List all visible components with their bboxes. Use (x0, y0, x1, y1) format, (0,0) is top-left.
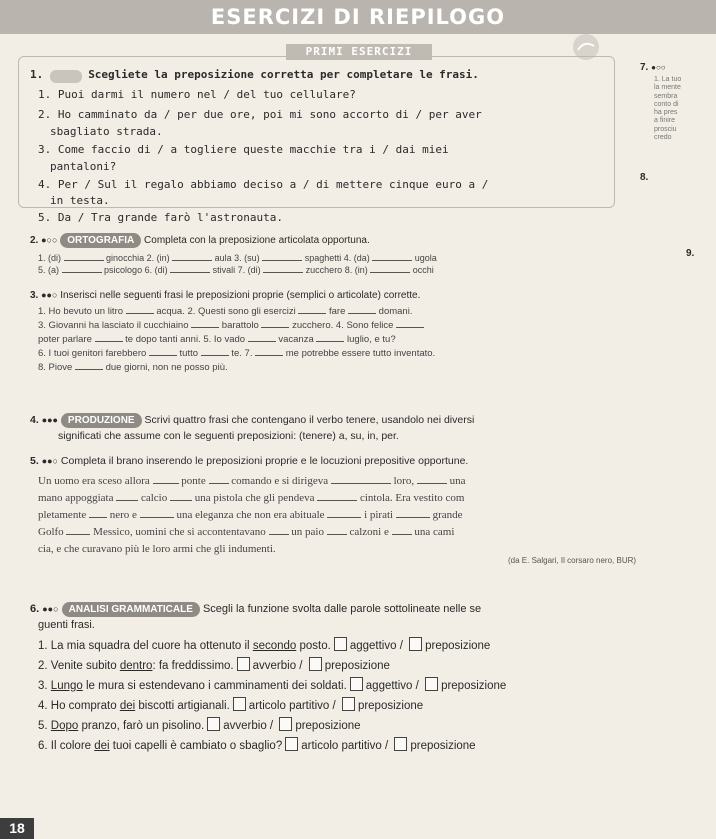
exercise-number: 2. (30, 235, 39, 246)
exercise-5-header (30, 455, 468, 467)
side-line: ha pres (654, 109, 678, 117)
section-tab: PRIMI ESERCIZI (286, 44, 432, 60)
source-citation: (da E. Salgari, Il corsaro nero, BUR) (508, 556, 637, 565)
choice-checkbox[interactable] (237, 657, 250, 671)
ex2-row: 5. (a) psicologo 6. (di) stivali 7. (di) zucchero 8. (in) occhi (38, 265, 434, 275)
exercise-badge (50, 70, 82, 83)
choice-checkbox[interactable] (350, 677, 363, 691)
separator: / (381, 740, 392, 752)
ex6-item (38, 737, 476, 752)
exercise-instruction: Inserisci nelle seguenti frasi le preposizioni proprie (semplici o articolate) corrette. (60, 290, 421, 301)
sentence-text: 1. La mia squadra del cuore ha ottenuto il (38, 640, 253, 652)
sentence-text: 6. Il colore (38, 740, 95, 752)
page-title: ESERCIZI DI RIEPILOGO (0, 0, 716, 34)
sentence-text: 3. (38, 680, 51, 692)
exercise-4-header (30, 413, 474, 428)
ex5-line: Golfo Messico, uomini che si accontentavano un paio calzoni e una cami (38, 526, 455, 538)
choice-a-label: avverbio (223, 720, 267, 732)
ex6-item (38, 677, 506, 692)
choice-b-label: preposizione (425, 640, 491, 652)
choice-checkbox[interactable] (285, 737, 298, 751)
side-line: sembra (654, 92, 678, 100)
side-exercise-7: 7. ●○○ (640, 62, 666, 73)
side-exercise-7-text (640, 76, 716, 142)
exercise-number: 1. (30, 68, 44, 81)
ex3-line: 8. Piove due giorni, non ne posso più. (38, 362, 228, 373)
exercise-badge: ORTOGRAFIA (60, 233, 141, 248)
separator: / (396, 640, 407, 652)
ex5-line: cia, e che curavano più le loro armi che gli indumenti. (38, 543, 276, 555)
choice-b-label: preposizione (357, 700, 424, 712)
exercise-6-instruction-cont: guenti frasi. (38, 619, 95, 631)
choice-checkbox[interactable] (409, 637, 422, 651)
separator: / (412, 680, 423, 692)
difficulty-dots: ●●○ (41, 290, 58, 300)
sentence-text: biscotti artigianali. (135, 700, 230, 712)
choice-a-label: aggettivo (349, 640, 397, 652)
exercise-2-header (30, 233, 370, 248)
underlined-word: secondo (252, 640, 297, 652)
ex1-line: 3. Come faccio di / a togliere queste macchie tra i / dai miei (38, 143, 449, 156)
underlined-word: dei (94, 740, 110, 752)
exercise-badge: ANALISI GRAMMATICALE (62, 602, 200, 617)
sentence-text: 4. Ho comprato (38, 700, 120, 712)
exercise-instruction: Completa il brano inserendo le preposizioni proprie e le locuzioni prepositive opportune. (60, 455, 469, 467)
exercise-instruction: Scegli la funzione svolta dalle parole sottolineate nelle se (202, 603, 482, 615)
sentence-text: tuoi capelli è cambiato o sbaglio? (109, 740, 283, 752)
sentence-text: pranzo, farò un pisolino. (78, 720, 205, 732)
exercise-3-header (30, 290, 420, 301)
difficulty-dots: ●●● (41, 415, 58, 425)
underlined-word: Lungo (50, 680, 83, 692)
ex3-line: 3. Giovanni ha lasciato il cucchiaino barattolo zucchero. 4. Sono felice (38, 320, 424, 331)
ex1-line: 5. Da / Tra grande farò l'astronauta. (38, 211, 284, 224)
ex2-row: 1. (di) ginocchia 2. (in) aula 3. (su) spaghetti 4. (da) ugola (38, 253, 437, 263)
exercise-instruction: Scegliete la preposizione corretta per completare le frasi. (88, 68, 479, 81)
separator: / (329, 700, 339, 712)
exercise-instruction: Completa con la preposizione articolata opportuna. (144, 235, 370, 246)
choice-checkbox[interactable] (279, 717, 292, 731)
choice-b-label: preposizione (324, 660, 390, 672)
exercise-number: 6. (30, 603, 40, 615)
exercise-number: 4. (30, 414, 39, 426)
choice-a-label: avverbio (252, 660, 297, 672)
side-line: conto di (654, 100, 679, 108)
ex1-line: 4. Per / Sul il regalo abbiamo deciso a / di mettere cinque euro a / (38, 178, 489, 191)
ex6-item (38, 657, 390, 672)
choice-checkbox[interactable] (394, 737, 407, 751)
difficulty-dots: ●●○ (41, 456, 58, 466)
side-line: prosciu (654, 125, 677, 133)
choice-b-label: preposizione (441, 680, 507, 692)
ex6-item (38, 697, 423, 712)
exercise-number: 3. (30, 290, 39, 301)
exercise-1-header (30, 68, 479, 83)
choice-b-label: preposizione (410, 740, 476, 752)
ex3-line: poter parlare te dopo tanti anni. 5. Io vado vacanza luglio, e tu? (38, 334, 396, 345)
ex1-line: pantaloni? (50, 160, 117, 173)
side-line: credo (654, 134, 672, 142)
ex3-line: 1. Ho bevuto un litro acqua. 2. Questi sono gli esercizi fare domani. (38, 306, 413, 317)
choice-b-label: preposizione (295, 720, 361, 732)
ex1-line: 1. Puoi darmi il numero nel / del tuo cellulare? (38, 88, 356, 101)
side-line: a finire (654, 117, 676, 125)
separator: / (296, 660, 306, 672)
ex3-line: 6. I tuoi genitori farebbero tutto te. 7. me potrebbe essere tutto inventato. (38, 348, 436, 359)
exercise-number: 7. (640, 62, 649, 73)
exercise-instruction: Scrivi quattro frasi che contengano il verbo tenere, usandolo nei diversi (144, 414, 475, 426)
exercise-number: 5. (30, 455, 39, 467)
ex1-line: sbagliato strada. (50, 125, 163, 138)
sentence-text: 2. Venite subito (38, 660, 120, 672)
choice-checkbox[interactable] (309, 657, 322, 671)
ex6-item (38, 717, 361, 732)
side-line: 1. La tuo (654, 76, 682, 83)
exercise-4-instruction-cont: significati che assume con le seguenti preposizioni: (tenere) a, su, in, per. (58, 430, 399, 442)
ex1-line: in testa. (50, 194, 110, 207)
side-exercise-8: 8. (640, 172, 649, 183)
ex5-line: pletamente nero e una eleganza che non era abituale i pirati grande (38, 509, 463, 521)
side-line: la mente (654, 84, 681, 92)
sentence-text: posto. (296, 640, 331, 652)
underlined-word: dentro (119, 660, 153, 672)
choice-a-label: articolo partitivo (301, 740, 382, 752)
side-exercise-9: 9. (686, 248, 695, 259)
exercise-badge: PRODUZIONE (61, 413, 142, 428)
difficulty-dots: ●●○ (42, 604, 59, 614)
ex5-line: mano appoggiata calcio una pistola che gli pendeva cintola. Era vestito com (38, 492, 465, 504)
choice-checkbox[interactable] (207, 717, 220, 731)
sentence-text: : fa freddissimo. (152, 660, 234, 672)
ex1-line: 2. Ho camminato da / per due ore, poi mi sono accorto di / per aver (38, 108, 482, 121)
choice-checkbox[interactable] (425, 677, 438, 691)
ex5-line: Un uomo era sceso allora ponte comando e si dirigeva loro, una (38, 475, 466, 487)
choice-a-label: aggettivo (365, 680, 413, 692)
sentence-text: 5. (38, 720, 51, 732)
choice-a-label: articolo partitivo (248, 700, 330, 712)
page-number: 18 (0, 818, 34, 839)
underlined-word: Dopo (50, 720, 79, 732)
choice-checkbox[interactable] (334, 637, 347, 651)
sentence-text: le mura si estendevano i camminamenti dei soldati. (82, 680, 347, 692)
underlined-word: dei (119, 700, 136, 712)
difficulty-dots: ●○○ (41, 235, 58, 245)
choice-checkbox[interactable] (342, 697, 355, 711)
exercise-6-header (30, 602, 481, 617)
separator: / (266, 720, 277, 732)
ex6-item (38, 637, 490, 652)
choice-checkbox[interactable] (233, 697, 246, 711)
